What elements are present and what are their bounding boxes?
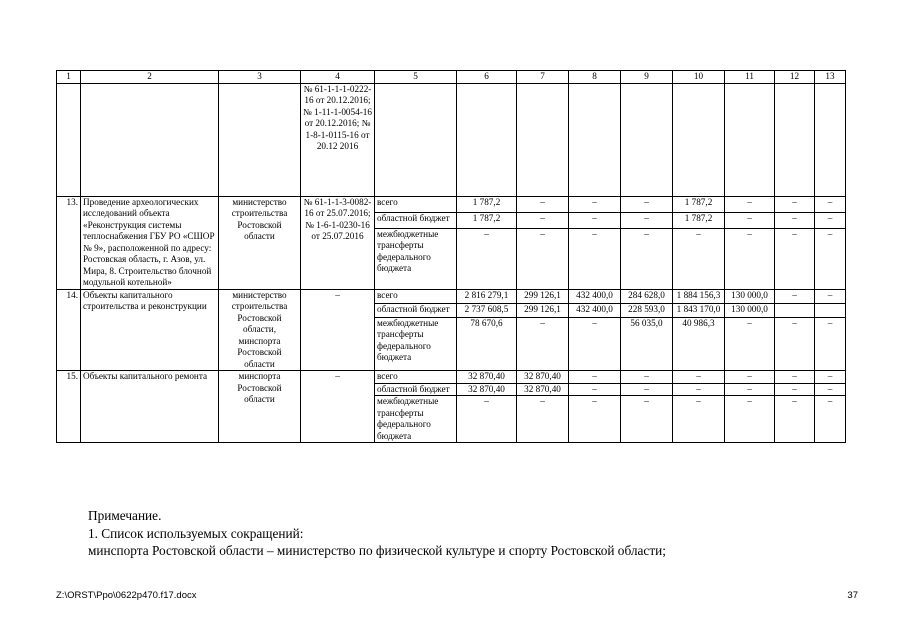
- cell: [725, 83, 775, 196]
- amount-cell: 228 593,0: [621, 303, 673, 317]
- note-line: 1. Список используемых сокращений:: [88, 525, 304, 541]
- page-number: 37: [847, 590, 858, 601]
- amount-cell: –: [621, 228, 673, 289]
- amount-cell: –: [815, 196, 846, 212]
- amount-cell: –: [775, 396, 815, 443]
- amount-cell: –: [725, 228, 775, 289]
- row-number: 14.: [57, 289, 81, 371]
- note-line: минспорта Ростовской области – министерство по физической культуре и спорту Ростовской области;: [88, 543, 666, 559]
- permit-docs: № 61-1-1-3-0082-16 от 25.07.2016; № 1-6-1-0230-16 от 25.07.2016: [301, 196, 375, 289]
- permit-docs: –: [301, 371, 375, 443]
- note-block: [88, 507, 666, 560]
- amount-cell: –: [673, 383, 725, 396]
- col-header: 10: [673, 71, 725, 84]
- file-path: Z:\ORST\Ppo\0622p470.f17.docx: [56, 590, 197, 601]
- amount-cell: –: [815, 383, 846, 396]
- amount-cell: –: [457, 228, 517, 289]
- amount-cell: –: [569, 196, 621, 212]
- funding-source: межбюджетные трансферты федерального бюджета: [375, 396, 457, 443]
- funding-source: областной бюджет: [375, 212, 457, 228]
- cell: [517, 83, 569, 196]
- amount-cell: [775, 303, 815, 317]
- amount-cell: 1 884 156,3: [673, 289, 725, 303]
- funding-source: областной бюджет: [375, 303, 457, 317]
- amount-cell: 78 670,6: [457, 317, 517, 370]
- cell: [375, 83, 457, 196]
- amount-cell: –: [725, 317, 775, 370]
- amount-cell: 1 787,2: [673, 212, 725, 228]
- budget-table: [56, 70, 846, 443]
- amount-cell: –: [815, 228, 846, 289]
- funding-source: всего: [375, 196, 457, 212]
- amount-cell: –: [569, 317, 621, 370]
- funding-source: межбюджетные трансферты федерального бюджета: [375, 228, 457, 289]
- col-header: 8: [569, 71, 621, 84]
- cell: [81, 83, 219, 196]
- col-header: 12: [775, 71, 815, 84]
- cell: [569, 83, 621, 196]
- amount-cell: 299 126,1: [517, 303, 569, 317]
- amount-cell: –: [725, 196, 775, 212]
- amount-cell: –: [673, 371, 725, 384]
- amount-cell: –: [457, 396, 517, 443]
- col-header: 9: [621, 71, 673, 84]
- cell: [815, 83, 846, 196]
- amount-cell: –: [725, 371, 775, 384]
- col-header: 3: [219, 71, 301, 84]
- amount-cell: –: [815, 212, 846, 228]
- amount-cell: 1 843 170,0: [673, 303, 725, 317]
- amount-cell: –: [621, 196, 673, 212]
- col-header: 11: [725, 71, 775, 84]
- permit-docs: № 61-1-1-1-0222-16 от 20.12.2016; № 1-11-1-0054-16 от 20.12.2016; № 1-8-1-0115-16 от 20.12 2016: [301, 83, 375, 196]
- amount-cell: 299 126,1: [517, 289, 569, 303]
- amount-cell: –: [725, 212, 775, 228]
- amount-cell: –: [569, 212, 621, 228]
- cell: [57, 83, 81, 196]
- table-row: [57, 371, 846, 384]
- amount-cell: –: [815, 371, 846, 384]
- amount-cell: –: [621, 212, 673, 228]
- amount-cell: –: [815, 289, 846, 303]
- amount-cell: –: [517, 212, 569, 228]
- amount-cell: –: [775, 228, 815, 289]
- amount-cell: [815, 303, 846, 317]
- amount-cell: 1 787,2: [457, 196, 517, 212]
- amount-cell: –: [673, 228, 725, 289]
- amount-cell: –: [775, 383, 815, 396]
- amount-cell: 432 400,0: [569, 289, 621, 303]
- amount-cell: 32 870,40: [457, 383, 517, 396]
- amount-cell: –: [517, 317, 569, 370]
- amount-cell: –: [815, 396, 846, 443]
- amount-cell: –: [517, 196, 569, 212]
- amount-cell: 2 816 279,1: [457, 289, 517, 303]
- executor: министерство строительства Ростовской области, минспорта Ростовской области: [219, 289, 301, 371]
- cell: [775, 83, 815, 196]
- amount-cell: –: [775, 371, 815, 384]
- col-header: 4: [301, 71, 375, 84]
- amount-cell: 40 986,3: [673, 317, 725, 370]
- col-header: 13: [815, 71, 846, 84]
- amount-cell: –: [569, 371, 621, 384]
- funding-source: межбюджетные трансферты федерального бюджета: [375, 317, 457, 370]
- amount-cell: 1 787,2: [673, 196, 725, 212]
- col-header: 5: [375, 71, 457, 84]
- funding-source: всего: [375, 289, 457, 303]
- amount-cell: 1 787,2: [457, 212, 517, 228]
- amount-cell: –: [621, 396, 673, 443]
- amount-cell: –: [673, 396, 725, 443]
- table-row: [57, 196, 846, 212]
- cell: [673, 83, 725, 196]
- row-number: 15.: [57, 371, 81, 443]
- amount-cell: 32 870,40: [517, 371, 569, 384]
- executor: министерство строительства Ростовской области: [219, 196, 301, 289]
- amount-cell: –: [725, 396, 775, 443]
- executor: минспорта Ростовской области: [219, 371, 301, 443]
- amount-cell: 32 870,40: [517, 383, 569, 396]
- cell: [621, 83, 673, 196]
- continuation-row: [57, 83, 846, 196]
- event-name: Проведение археологических исследований объекта «Реконструкция системы теплоснабжения ГБУ РО «СШОР № 9», расположенной по адресу: Ростовская область, г. Азов, ул. Мира, 8. Строительство блочной модульной котельной»: [81, 196, 219, 289]
- funding-source: областной бюджет: [375, 383, 457, 396]
- row-number: 13.: [57, 196, 81, 289]
- amount-cell: –: [725, 383, 775, 396]
- permit-docs: –: [301, 289, 375, 371]
- cell: [457, 83, 517, 196]
- note-title: Примечание.: [88, 508, 162, 523]
- amount-cell: 2 737 608,5: [457, 303, 517, 317]
- amount-cell: –: [517, 396, 569, 443]
- amount-cell: –: [569, 228, 621, 289]
- amount-cell: –: [517, 228, 569, 289]
- amount-cell: –: [775, 289, 815, 303]
- amount-cell: 432 400,0: [569, 303, 621, 317]
- amount-cell: 32 870,40: [457, 371, 517, 384]
- amount-cell: 130 000,0: [725, 289, 775, 303]
- col-header: 7: [517, 71, 569, 84]
- col-header: 1: [57, 71, 81, 84]
- amount-cell: –: [815, 317, 846, 370]
- amount-cell: –: [621, 383, 673, 396]
- event-name: Объекты капитального строительства и реконструкции: [81, 289, 219, 371]
- amount-cell: –: [775, 317, 815, 370]
- amount-cell: –: [569, 383, 621, 396]
- table-row: [57, 289, 846, 303]
- event-name: Объекты капитального ремонта: [81, 371, 219, 443]
- cell: [219, 83, 301, 196]
- col-header: 2: [81, 71, 219, 84]
- column-number-row: [57, 71, 846, 84]
- amount-cell: –: [775, 196, 815, 212]
- funding-source: всего: [375, 371, 457, 384]
- amount-cell: 130 000,0: [725, 303, 775, 317]
- amount-cell: 284 628,0: [621, 289, 673, 303]
- amount-cell: 56 035,0: [621, 317, 673, 370]
- amount-cell: –: [621, 371, 673, 384]
- amount-cell: –: [569, 396, 621, 443]
- amount-cell: –: [775, 212, 815, 228]
- col-header: 6: [457, 71, 517, 84]
